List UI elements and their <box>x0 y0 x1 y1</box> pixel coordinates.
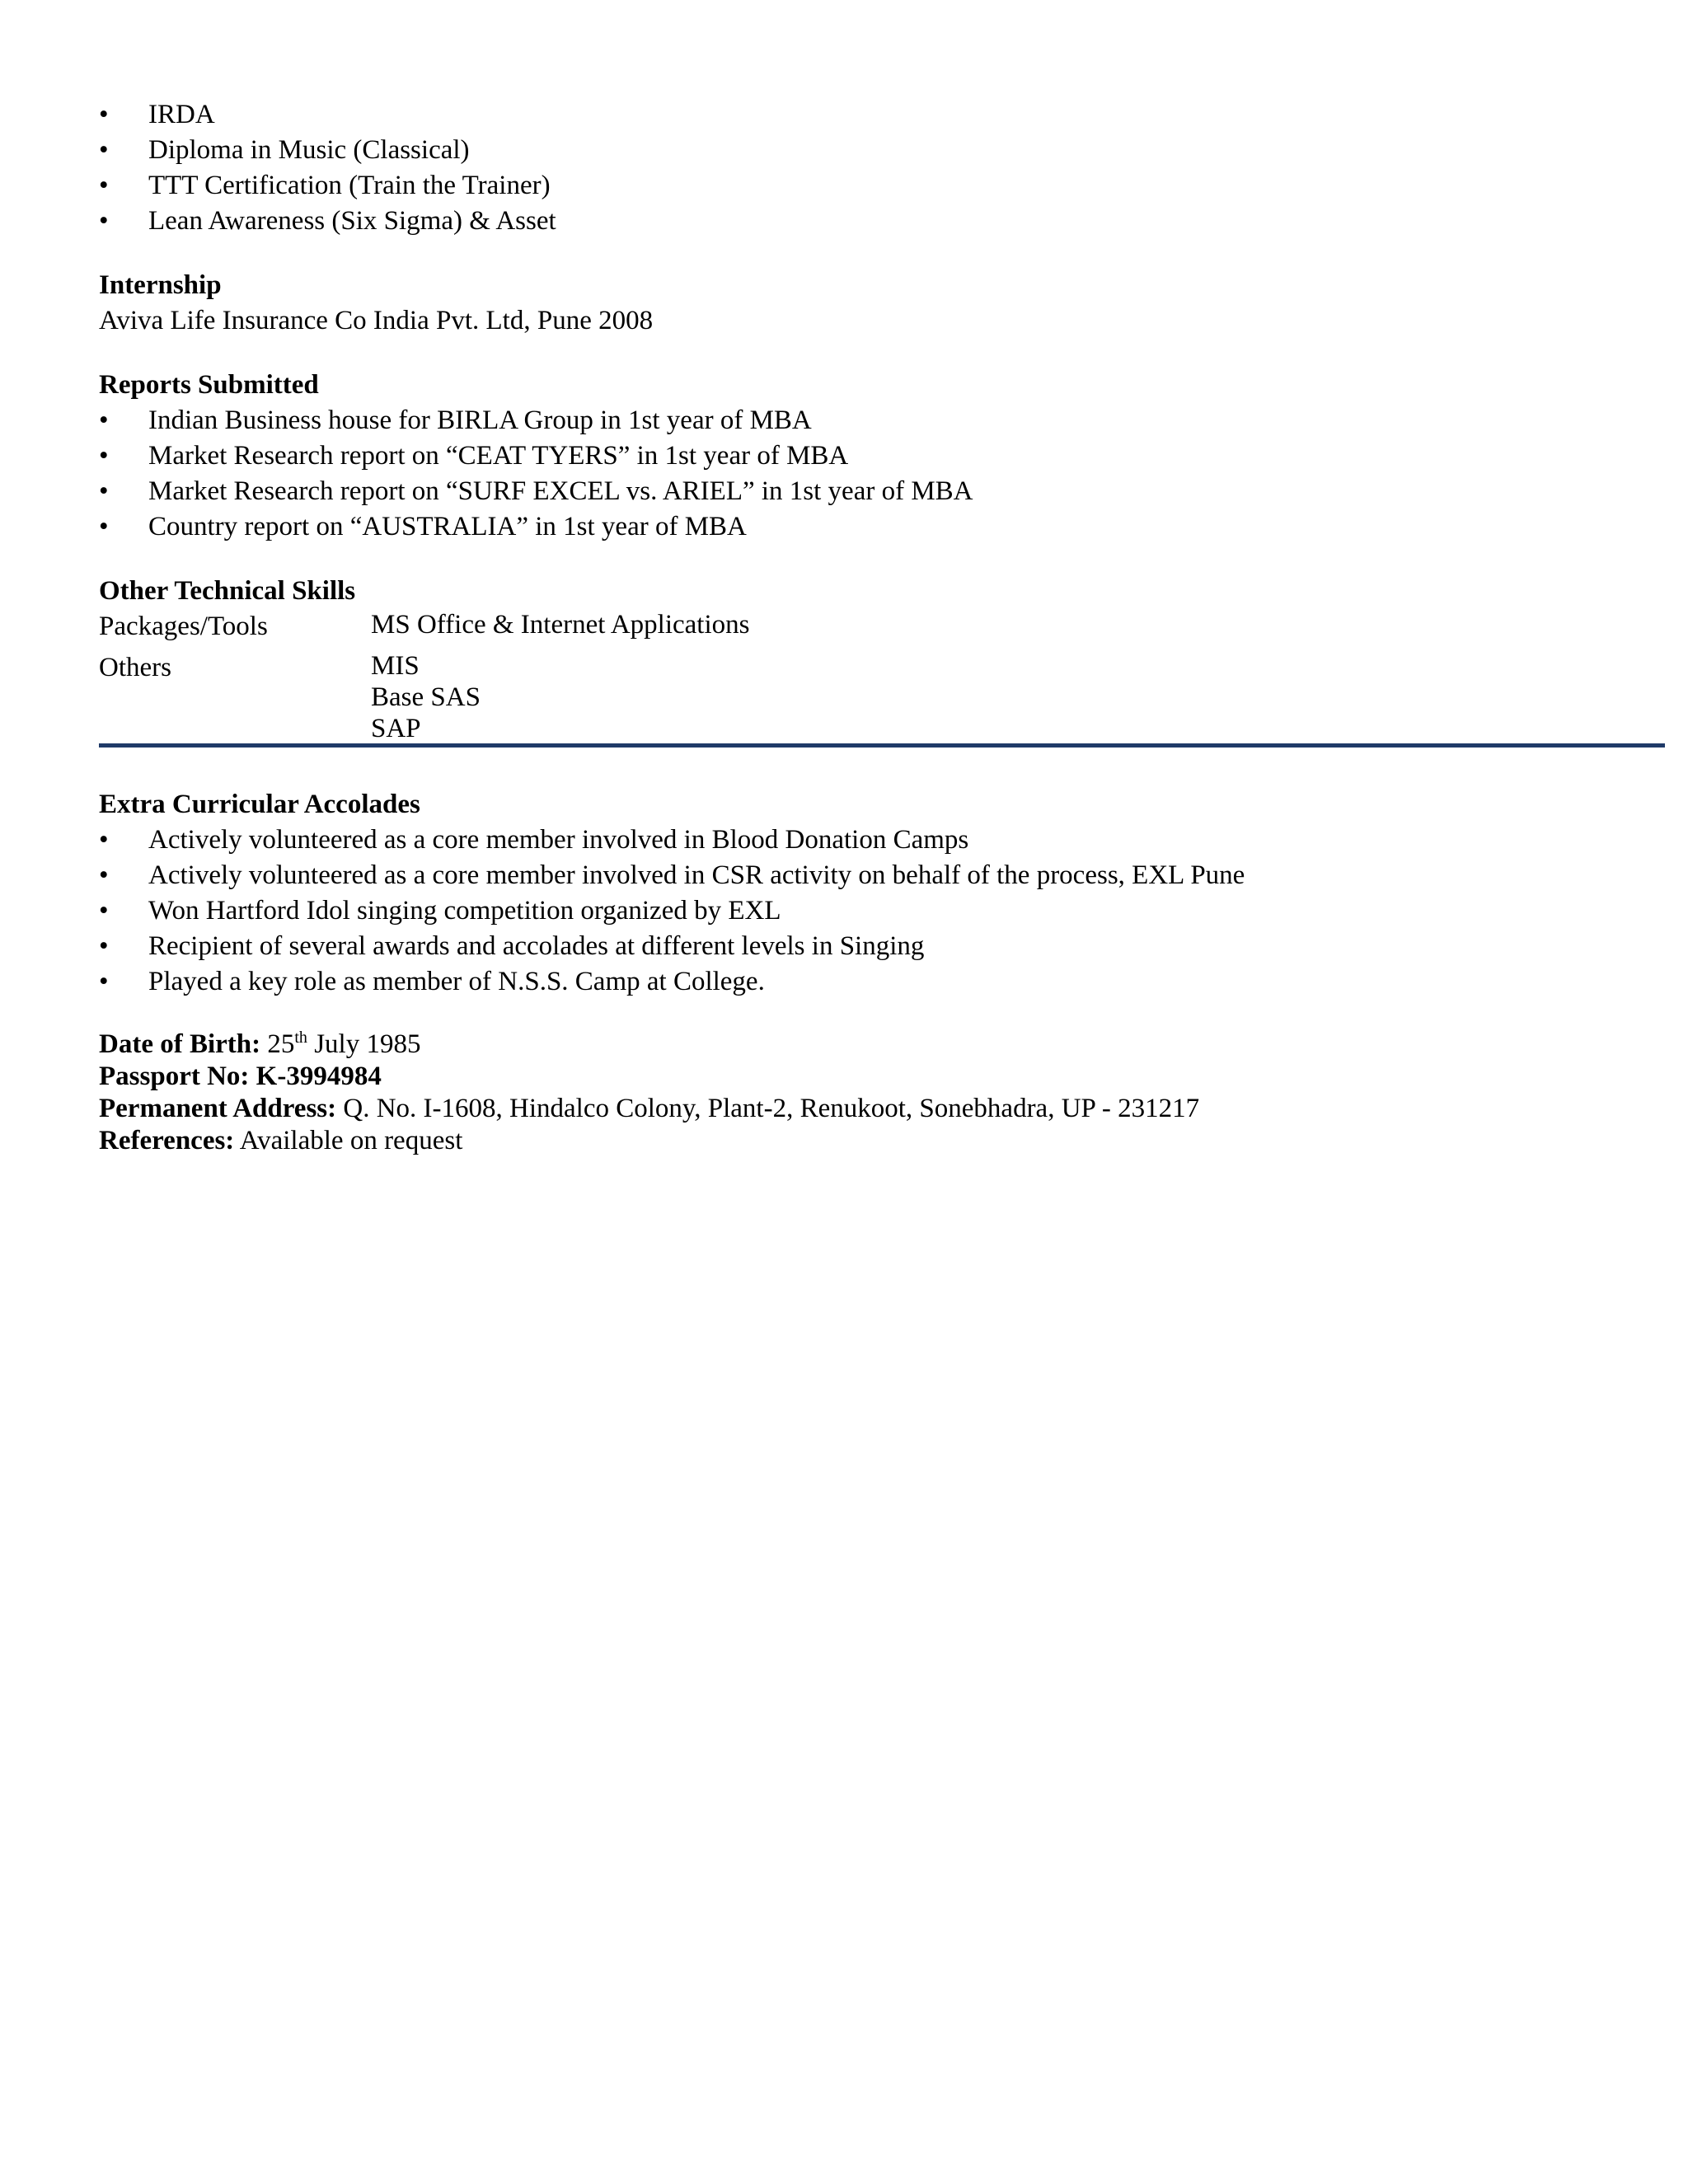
list-item <box>99 403 1665 438</box>
references-value: Available on request <box>239 1126 463 1155</box>
list-item <box>99 97 1665 133</box>
date-of-birth-day: 25 <box>267 1029 295 1059</box>
skills-values <box>371 650 481 744</box>
extra-curricular-heading: Extra Curricular Accolades <box>99 790 420 819</box>
list-item <box>99 438 1665 474</box>
date-of-birth-rest: July 1985 <box>314 1029 421 1059</box>
certification-text: Diploma in Music (Classical) <box>148 135 470 165</box>
list-item <box>99 929 1665 964</box>
bullet-icon: • <box>99 405 109 435</box>
report-text: Indian Business house for BIRLA Group in 1st year of MBA <box>148 405 812 435</box>
passport-value: K-3994984 <box>256 1062 382 1091</box>
date-of-birth-line <box>99 1029 1665 1061</box>
references-label: References: <box>99 1126 235 1155</box>
permanent-address-value: Q. No. I-1608, Hindalco Colony, Plant-2, Renukoot, Sonebhadra, UP - 231217 <box>343 1094 1200 1123</box>
report-text: Market Research report on “CEAT TYERS” in 1st year of MBA <box>148 441 849 471</box>
permanent-address-label: Permanent Address: <box>99 1094 337 1123</box>
bullet-icon: • <box>99 206 109 236</box>
resume-upper-content <box>99 97 1665 744</box>
permanent-address-line <box>99 1093 1665 1125</box>
accolade-text: Won Hartford Idol singing competition organized by EXL <box>148 896 781 926</box>
section-divider <box>99 743 1665 748</box>
report-text: Country report on “AUSTRALIA” in 1st year of MBA <box>148 512 747 541</box>
skills-label: Packages/Tools <box>99 612 268 641</box>
list-item <box>99 893 1665 929</box>
technical-skills-heading: Other Technical Skills <box>99 576 356 606</box>
skills-value: SAP <box>371 714 421 743</box>
bullet-icon: • <box>99 967 109 996</box>
bullet-icon: • <box>99 171 109 200</box>
spacer <box>99 239 1665 268</box>
extra-curricular-list <box>99 823 1665 1000</box>
list-item <box>99 474 1665 509</box>
skills-row-packages <box>99 609 1665 644</box>
bullet-icon: • <box>99 931 109 961</box>
list-item <box>99 823 1665 858</box>
bullet-icon: • <box>99 896 109 926</box>
certification-text: TTT Certification (Train the Trainer) <box>148 171 551 200</box>
passport-label: Passport No: <box>99 1062 250 1091</box>
accolade-text: Actively volunteered as a core member involved in CSR activity on behalf of the process, EXL Pune <box>148 860 1245 890</box>
internship-heading: Internship <box>99 270 222 300</box>
bullet-icon: • <box>99 512 109 541</box>
date-of-birth-suffix: th <box>294 1029 307 1047</box>
spacer <box>99 545 1665 574</box>
list-item <box>99 858 1665 893</box>
reports-list <box>99 403 1665 545</box>
certification-text: Lean Awareness (Six Sigma) & Asset <box>148 206 556 236</box>
list-item <box>99 204 1665 239</box>
skills-value: MS Office & Internet Applications <box>371 610 750 640</box>
list-item <box>99 133 1665 168</box>
accolade-text: Played a key role as member of N.S.S. Camp at College. <box>148 967 765 996</box>
bullet-icon: • <box>99 476 109 506</box>
bullet-icon: • <box>99 135 109 165</box>
bullet-icon: • <box>99 100 109 129</box>
accolade-text: Recipient of several awards and accolades at different levels in Singing <box>148 931 925 961</box>
passport-line <box>99 1061 1665 1093</box>
skills-row-others <box>99 650 1665 744</box>
spacer <box>99 1000 1665 1029</box>
reports-heading: Reports Submitted <box>99 370 319 400</box>
personal-details <box>99 1029 1665 1157</box>
list-item <box>99 964 1665 1000</box>
list-item <box>99 509 1665 545</box>
date-of-birth-label: Date of Birth: <box>99 1029 261 1059</box>
skills-value: Base SAS <box>371 682 481 712</box>
bullet-icon: • <box>99 860 109 890</box>
accolade-text: Actively volunteered as a core member involved in Blood Donation Camps <box>148 825 969 855</box>
list-item <box>99 168 1665 204</box>
certification-text: IRDA <box>148 100 215 129</box>
skills-label: Others <box>99 653 171 682</box>
skills-values <box>371 609 749 644</box>
bullet-icon: • <box>99 441 109 471</box>
references-line <box>99 1125 1665 1157</box>
internship-detail: Aviva Life Insurance Co India Pvt. Ltd, Pune 2008 <box>99 306 654 335</box>
certifications-list <box>99 97 1665 239</box>
spacer <box>99 339 1665 368</box>
report-text: Market Research report on “SURF EXCEL vs. ARIEL” in 1st year of MBA <box>148 476 973 506</box>
resume-lower-content <box>99 787 1665 1157</box>
skills-value: MIS <box>371 651 420 681</box>
bullet-icon: • <box>99 825 109 855</box>
